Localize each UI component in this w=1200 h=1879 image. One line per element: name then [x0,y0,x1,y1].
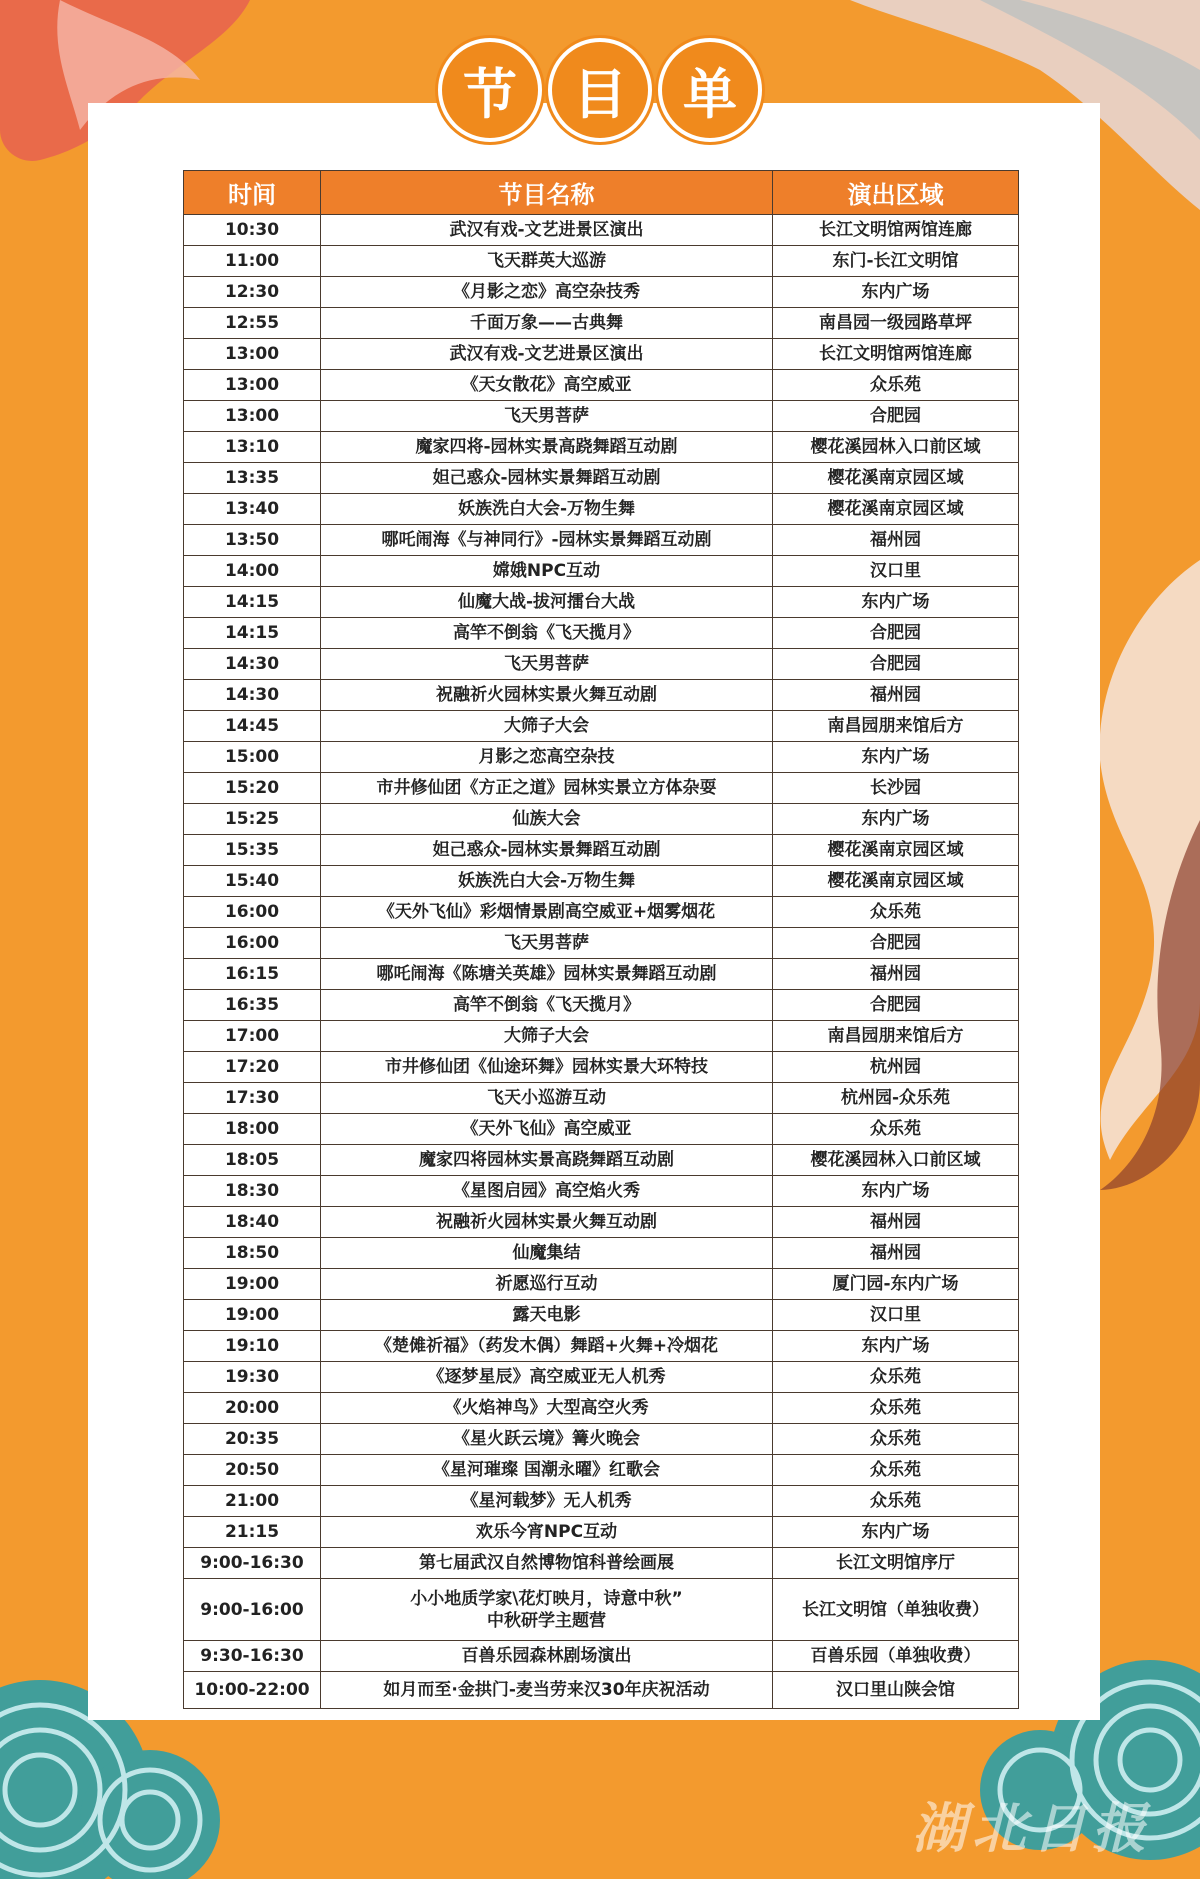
watermark-text: 湖北日报 [912,1797,1152,1860]
table-row [184,432,1019,463]
cell-program: 《楚傩祈福》（药发木偶）舞蹈+火舞+冷烟花 [321,1331,773,1362]
cell-time: 20:35 [184,1424,321,1455]
table-row [184,1641,1019,1672]
cell-time: 9:00-16:30 [184,1548,321,1579]
table-row [184,1114,1019,1145]
cell-program: 飞天男菩萨 [321,928,773,959]
cell-time: 19:00 [184,1269,321,1300]
table-row [184,742,1019,773]
cell-venue: 福州园 [773,959,1019,990]
cell-venue: 樱花溪南京园区域 [773,866,1019,897]
cell-venue: 长江文明馆（单独收费） [773,1579,1019,1641]
title-char: 目 [548,38,652,142]
cell-time: 13:50 [184,525,321,556]
cell-venue: 众乐苑 [773,1393,1019,1424]
table-row [184,1176,1019,1207]
table-header-row [184,171,1019,215]
cell-time: 15:35 [184,835,321,866]
table-row [184,1548,1019,1579]
cell-program: 《星河载梦》无人机秀 [321,1486,773,1517]
cell-program [321,1579,773,1641]
cell-time: 13:00 [184,339,321,370]
cell-program: 祝融祈火园林实景火舞互动剧 [321,680,773,711]
table-row [184,1517,1019,1548]
cell-program: 大筛子大会 [321,711,773,742]
table-row [184,1083,1019,1114]
cell-time: 13:00 [184,370,321,401]
table-row [184,1207,1019,1238]
cell-program-line: 小小地质学家\花灯映月，诗意中秋” [410,1588,683,1609]
cell-time: 18:30 [184,1176,321,1207]
cell-time: 18:40 [184,1207,321,1238]
cell-time: 19:10 [184,1331,321,1362]
cell-program: 《星图启园》高空焰火秀 [321,1176,773,1207]
cell-time: 13:10 [184,432,321,463]
cell-program: 《逐梦星辰》高空威亚无人机秀 [321,1362,773,1393]
cell-time: 21:00 [184,1486,321,1517]
cell-venue: 东内广场 [773,1176,1019,1207]
cell-time: 21:15 [184,1517,321,1548]
cell-program: 市井修仙团《仙途环舞》园林实景大环特技 [321,1052,773,1083]
cell-program: 如月而至·金拱门-麦当劳来汉30年庆祝活动 [321,1672,773,1709]
cell-program: 《星河璀璨 国潮永曜》红歌会 [321,1455,773,1486]
table-row [184,1331,1019,1362]
title-char: 单 [658,38,762,142]
table-row [184,1424,1019,1455]
cell-time: 14:15 [184,618,321,649]
table-row [184,1269,1019,1300]
cell-venue: 南昌园一级园路草坪 [773,308,1019,339]
cell-venue: 众乐苑 [773,1424,1019,1455]
cell-program: 武汉有戏-文艺进景区演出 [321,215,773,246]
cell-program: 《天女散花》高空威亚 [321,370,773,401]
table-row [184,711,1019,742]
table-row [184,804,1019,835]
cell-time: 14:45 [184,711,321,742]
watermark-logo [912,1786,1152,1863]
cell-time: 16:15 [184,959,321,990]
cell-program: 祈愿巡行互动 [321,1269,773,1300]
header-program: 节目名称 [321,171,773,215]
cell-venue: 众乐苑 [773,1455,1019,1486]
cell-time: 14:30 [184,649,321,680]
cell-program: 飞天群英大巡游 [321,246,773,277]
table-row [184,556,1019,587]
table-row [184,525,1019,556]
table-row [184,835,1019,866]
cell-venue: 杭州园-众乐苑 [773,1083,1019,1114]
cell-program: 哪吒闹海《陈塘关英雄》园林实景舞蹈互动剧 [321,959,773,990]
cell-program: 飞天男菩萨 [321,401,773,432]
schedule-table [183,170,1019,1709]
table-row [184,959,1019,990]
cell-time: 17:00 [184,1021,321,1052]
table-row [184,866,1019,897]
cell-program: 武汉有戏-文艺进景区演出 [321,339,773,370]
cell-venue: 东内广场 [773,587,1019,618]
cell-program: 《火焰神鸟》大型高空火秀 [321,1393,773,1424]
table-row [184,339,1019,370]
cell-program: 高竿不倒翁《飞天揽月》 [321,618,773,649]
table-row [184,1579,1019,1641]
cell-venue: 福州园 [773,680,1019,711]
cell-time: 20:00 [184,1393,321,1424]
cell-program: 市井修仙团《方正之道》园林实景立方体杂耍 [321,773,773,804]
header-venue: 演出区域 [773,171,1019,215]
table-row [184,401,1019,432]
cell-program: 月影之恋高空杂技 [321,742,773,773]
cell-program: 魔家四将-园林实景高跷舞蹈互动剧 [321,432,773,463]
cell-venue: 杭州园 [773,1052,1019,1083]
cell-venue: 樱花溪南京园区域 [773,494,1019,525]
cell-venue: 南昌园朋来馆后方 [773,711,1019,742]
table-row [184,463,1019,494]
cell-venue: 众乐苑 [773,1114,1019,1145]
cell-time: 14:30 [184,680,321,711]
cell-time: 10:30 [184,215,321,246]
cell-time: 16:00 [184,897,321,928]
table-row [184,1052,1019,1083]
cell-time: 15:20 [184,773,321,804]
cell-time: 14:15 [184,587,321,618]
cell-venue: 合肥园 [773,928,1019,959]
table-row [184,680,1019,711]
cell-venue: 南昌园朋来馆后方 [773,1021,1019,1052]
table-row [184,1455,1019,1486]
table-body [184,215,1019,1709]
cell-venue: 樱花溪南京园区域 [773,463,1019,494]
table-row [184,215,1019,246]
title-char: 节 [438,38,542,142]
cell-venue: 樱花溪园林入口前区域 [773,432,1019,463]
table-row [184,649,1019,680]
cell-time: 18:05 [184,1145,321,1176]
cell-program: 飞天小巡游互动 [321,1083,773,1114]
cell-program-line: 中秋研学主题营 [487,1610,606,1631]
table-row [184,928,1019,959]
cell-time: 18:00 [184,1114,321,1145]
cell-venue: 福州园 [773,1207,1019,1238]
cell-venue: 厦门园-东内广场 [773,1269,1019,1300]
cell-venue: 合肥园 [773,401,1019,432]
cell-venue: 东内广场 [773,1331,1019,1362]
cell-venue: 百兽乐园（单独收费） [773,1641,1019,1672]
cell-program: 魔家四将园林实景高跷舞蹈互动剧 [321,1145,773,1176]
cell-venue: 福州园 [773,525,1019,556]
table-row [184,494,1019,525]
cell-program: 第七届武汉自然博物馆科普绘画展 [321,1548,773,1579]
cell-program: 妲己惑众-园林实景舞蹈互动剧 [321,463,773,494]
cell-program: 《天外飞仙》高空威亚 [321,1114,773,1145]
cell-venue: 东内广场 [773,1517,1019,1548]
cell-venue: 众乐苑 [773,1486,1019,1517]
cell-program: 祝融祈火园林实景火舞互动剧 [321,1207,773,1238]
cell-venue: 长沙园 [773,773,1019,804]
table-row [184,370,1019,401]
table-row [184,308,1019,339]
page-title [0,38,1200,138]
table-row [184,990,1019,1021]
cell-time: 20:50 [184,1455,321,1486]
cell-program: 飞天男菩萨 [321,649,773,680]
table-row [184,277,1019,308]
cell-program: 百兽乐园森林剧场演出 [321,1641,773,1672]
cell-program: 《月影之恋》高空杂技秀 [321,277,773,308]
cell-program: 嫦娥NPC互动 [321,556,773,587]
table-row [184,1362,1019,1393]
cell-venue: 汉口里山陕会馆 [773,1672,1019,1709]
table-row [184,1486,1019,1517]
cell-program: 欢乐今宵NPC互动 [321,1517,773,1548]
cell-venue: 众乐苑 [773,1362,1019,1393]
table-row [184,587,1019,618]
table-row [184,618,1019,649]
cell-venue: 东内广场 [773,277,1019,308]
table-row [184,897,1019,928]
cell-time: 14:00 [184,556,321,587]
cell-program: 妖族洗白大会-万物生舞 [321,494,773,525]
cell-program: 《星火跃云境》篝火晚会 [321,1424,773,1455]
cell-venue: 樱花溪园林入口前区域 [773,1145,1019,1176]
cell-time: 9:30-16:30 [184,1641,321,1672]
cell-program: 千面万象——古典舞 [321,308,773,339]
cell-program: 仙族大会 [321,804,773,835]
cell-venue: 长江文明馆两馆连廊 [773,339,1019,370]
table-row [184,1393,1019,1424]
cell-time: 9:00-16:00 [184,1579,321,1641]
cell-time: 17:30 [184,1083,321,1114]
cell-time: 16:00 [184,928,321,959]
cell-venue: 合肥园 [773,618,1019,649]
cell-venue: 众乐苑 [773,897,1019,928]
table-row [184,246,1019,277]
cell-time: 13:00 [184,401,321,432]
cell-time: 13:35 [184,463,321,494]
cell-program: 高竿不倒翁《飞天揽月》 [321,990,773,1021]
cell-venue: 汉口里 [773,1300,1019,1331]
cell-program: 妲己惑众-园林实景舞蹈互动剧 [321,835,773,866]
table-row [184,1300,1019,1331]
cell-venue: 福州园 [773,1238,1019,1269]
cell-venue: 樱花溪南京园区域 [773,835,1019,866]
cell-time: 16:35 [184,990,321,1021]
cell-time: 17:20 [184,1052,321,1083]
cell-venue: 东门-长江文明馆 [773,246,1019,277]
cell-time: 19:00 [184,1300,321,1331]
cell-time: 11:00 [184,246,321,277]
cell-venue: 汉口里 [773,556,1019,587]
cell-time: 15:40 [184,866,321,897]
cell-time: 10:00-22:00 [184,1672,321,1709]
header-time: 时间 [184,171,321,215]
cell-program: 妖族洗白大会-万物生舞 [321,866,773,897]
cell-time: 12:55 [184,308,321,339]
cell-venue: 众乐苑 [773,370,1019,401]
cell-program: 大筛子大会 [321,1021,773,1052]
cell-venue: 东内广场 [773,742,1019,773]
cell-time: 19:30 [184,1362,321,1393]
cell-time: 12:30 [184,277,321,308]
cell-program: 哪吒闹海《与神同行》-园林实景舞蹈互动剧 [321,525,773,556]
cell-time: 15:25 [184,804,321,835]
cell-program: 仙魔大战-拔河擂台大战 [321,587,773,618]
cell-venue: 合肥园 [773,990,1019,1021]
table-row [184,1238,1019,1269]
cell-program: 仙魔集结 [321,1238,773,1269]
cell-time: 13:40 [184,494,321,525]
cell-program: 露天电影 [321,1300,773,1331]
cell-time: 18:50 [184,1238,321,1269]
cell-venue: 长江文明馆两馆连廊 [773,215,1019,246]
cell-venue: 合肥园 [773,649,1019,680]
cell-program: 《天外飞仙》彩烟情景剧高空威亚+烟雾烟花 [321,897,773,928]
cell-venue: 东内广场 [773,804,1019,835]
table-row [184,1145,1019,1176]
table-row [184,1672,1019,1709]
cell-venue: 长江文明馆序厅 [773,1548,1019,1579]
table-row [184,1021,1019,1052]
cell-time: 15:00 [184,742,321,773]
table-row [184,773,1019,804]
